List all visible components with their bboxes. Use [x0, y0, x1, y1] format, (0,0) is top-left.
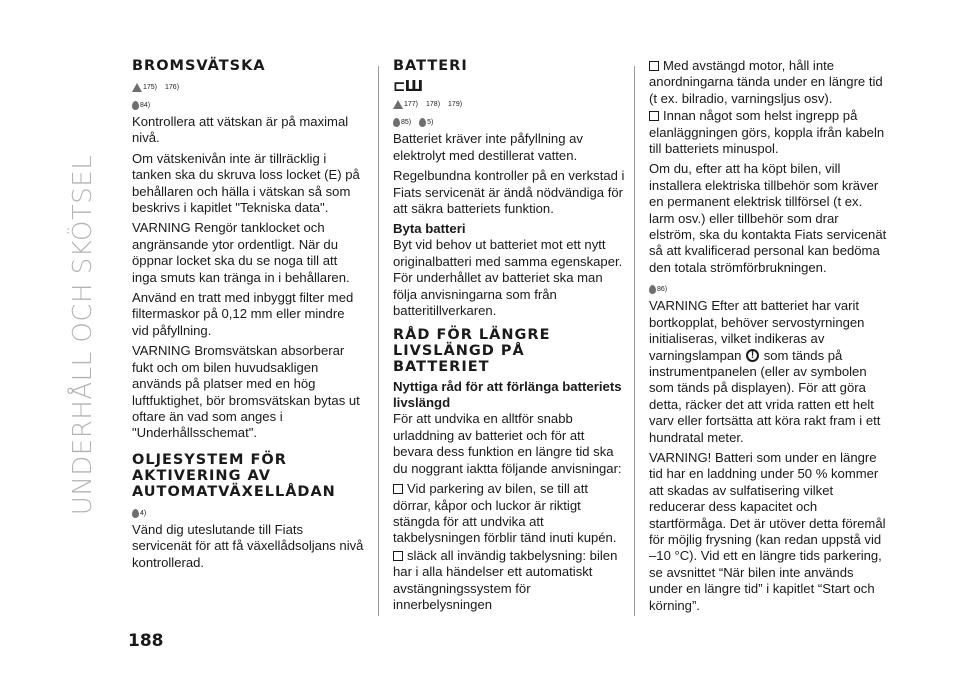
column-3: [649, 58, 887, 618]
column-divider: [378, 66, 379, 616]
paragraph: VARNING Efter att batteriet har varit bortkopplat, behöver servostyrningen initialiseras, vilket indikeras av varningslampan ! som tänds på instrumentpanelen (eller av symbolen som tänds på displayen). För att göra detta, räcker det att vrida ratten ett helt varv eller fortsätta att köra rakt fram i ett hundratal meter.: [649, 298, 887, 446]
caution-ref: 86): [649, 285, 667, 294]
caution-ref: 85): [393, 118, 411, 127]
battery-tips-heading: Nyttiga råd för att förlänga batteriets livslängd: [393, 379, 622, 411]
warning-refs: [393, 95, 625, 109]
battery-advice-heading: RÅD FÖR LÄNGRE LIVSLÄNGD PÅ BATTERIET: [393, 327, 551, 376]
paragraph: Kontrollera att vätskan är på maximal nivå.: [132, 114, 349, 146]
environment-leaf-icon: [419, 118, 426, 127]
warning-ref: 178): [426, 101, 441, 109]
caution-drop-icon: [649, 285, 656, 294]
transmission-oil-heading: OLJESYSTEM FÖR AKTIVERING AV AUTOMATVÄXELLÅDAN: [132, 451, 336, 500]
page-number: 188: [128, 631, 164, 651]
battery-icon: ⊏Ш: [393, 77, 423, 95]
steering-warning-icon: [746, 349, 759, 362]
paragraph: Vänd dig uteslutande till Fiats servicenät för att få växellådsoljans nivå kontrollerad.: [132, 521, 364, 570]
warning-ref: 175): [132, 83, 157, 92]
brake-fluid-heading: BROMSVÄTSKA: [132, 58, 266, 74]
caution-drop-icon: [132, 101, 139, 110]
environment-refs: [132, 504, 364, 518]
checkbox-bullet-icon: [649, 61, 659, 71]
checkbox-bullet-icon: [393, 551, 403, 561]
column-2: [393, 58, 625, 614]
caution-drop-icon: [393, 118, 400, 127]
environment-leaf-icon: [132, 509, 139, 518]
paragraph: VARNING Rengör tanklocket och angränsande ytor ordentligt. När du öppnar locket ska du se noga till att inga smuts kan tränga in i behållaren.: [132, 220, 350, 285]
list-item: Innan något som helst ingrepp på elanläggningen görs, koppla ifrån kabeln till batteriets minuspol.: [649, 108, 885, 157]
environment-ref: 4): [132, 509, 146, 518]
list-item: släck all invändig takbelysning: bilen har i alla händelser ett automatiskt avstängningssystem för innerbelysningen: [393, 547, 618, 612]
warning-refs: [132, 78, 364, 92]
caution-refs: [393, 113, 625, 127]
replace-battery-heading: Byta batteri: [393, 221, 466, 237]
column-divider: [634, 66, 635, 616]
paragraph: Regelbundna kontroller på en verkstad i Fiats servicenät är ändå nödvändiga för att säkra batteriets funktion.: [393, 168, 625, 217]
warning-triangle-icon: [393, 100, 403, 109]
caution-ref: 84): [132, 101, 150, 110]
chapter-side-title-text: UNDERHÅLL OCH SKÖTSEL: [68, 154, 98, 516]
caution-refs: [649, 280, 887, 294]
warning-ref: 177): [393, 100, 418, 109]
paragraph: VARNING Bromsvätskan absorberar fukt och om bilen huvudsakligen används på platser med en hög luftfuktighet, bör bromsvätskan bytas ut oftare än vad som anges i "Underhållsschemat".: [132, 343, 360, 441]
environment-ref: 5): [419, 118, 433, 127]
list-item: Med avstängd motor, håll inte anordningarna tända under en längre tid (t ex. bilradio, varningsljus osv).: [649, 58, 883, 106]
caution-refs: [132, 96, 364, 110]
paragraph: För att undvika en alltför snabb urladdning av batteriet och för att bevara dess funktion en längre tid ska du noggrant iaktta följande anvisningar:: [393, 411, 622, 476]
list-item: Vid parkering av bilen, se till att dörrar, kåpor och luckor är riktigt stängda för att undvika att takbelysningen förblir tänd inuti kupén.: [393, 481, 617, 546]
paragraph: Om vätskenivån inte är tillräcklig i tanken ska du skruva loss locket (E) på behållaren och hälla i vätskan så som beskrivs i kapitlet "Tekniska data".: [132, 150, 360, 216]
paragraph: Batteriet kräver inte påfyllning av elektrolyt med destillerat vatten.: [393, 131, 583, 163]
checkbox-bullet-icon: [649, 111, 659, 121]
paragraph: Om du, efter att ha köpt bilen, vill installera elektriska tillbehör som kräver en permanent elektrisk tillförsel (t ex. larm osv.) eller tillbehör som drar elström, ska du kontakta Fiats servicenät så att kvalificerad personal kan bedöma den totala strömförbrukningen.: [649, 161, 887, 275]
paragraph: Byt vid behov ut batteriet mot ett nytt originalbatteri med samma egenskaper. För underhållet av batteriet ska man följa anvisningarna som från batteritillverkaren.: [393, 237, 623, 319]
warning-ref: 179): [448, 101, 463, 109]
paragraph: VARNING! Batteri som under en längre tid har en laddning under 50 % kommer att skadas av sulfatisering vilket reducerar dess kapacitet och startförmåga. Det är utöver detta föremål för möjlig frysning (kan redan uppstå vid –10 °C). Vid ett en längre tids parkering, se avsnittet “När bilen inte används under en längre tid” i kapitlet “Start och körning”.: [649, 449, 886, 613]
warning-ref: 176): [165, 84, 180, 91]
battery-heading: BATTERI: [393, 58, 468, 74]
paragraph: Använd en tratt med inbyggt filter med filtermaskor på 0,12 mm eller mindre vid påfyllning.: [132, 290, 354, 338]
checkbox-bullet-icon: [393, 484, 403, 494]
column-1: [132, 58, 364, 575]
warning-triangle-icon: [132, 83, 142, 92]
